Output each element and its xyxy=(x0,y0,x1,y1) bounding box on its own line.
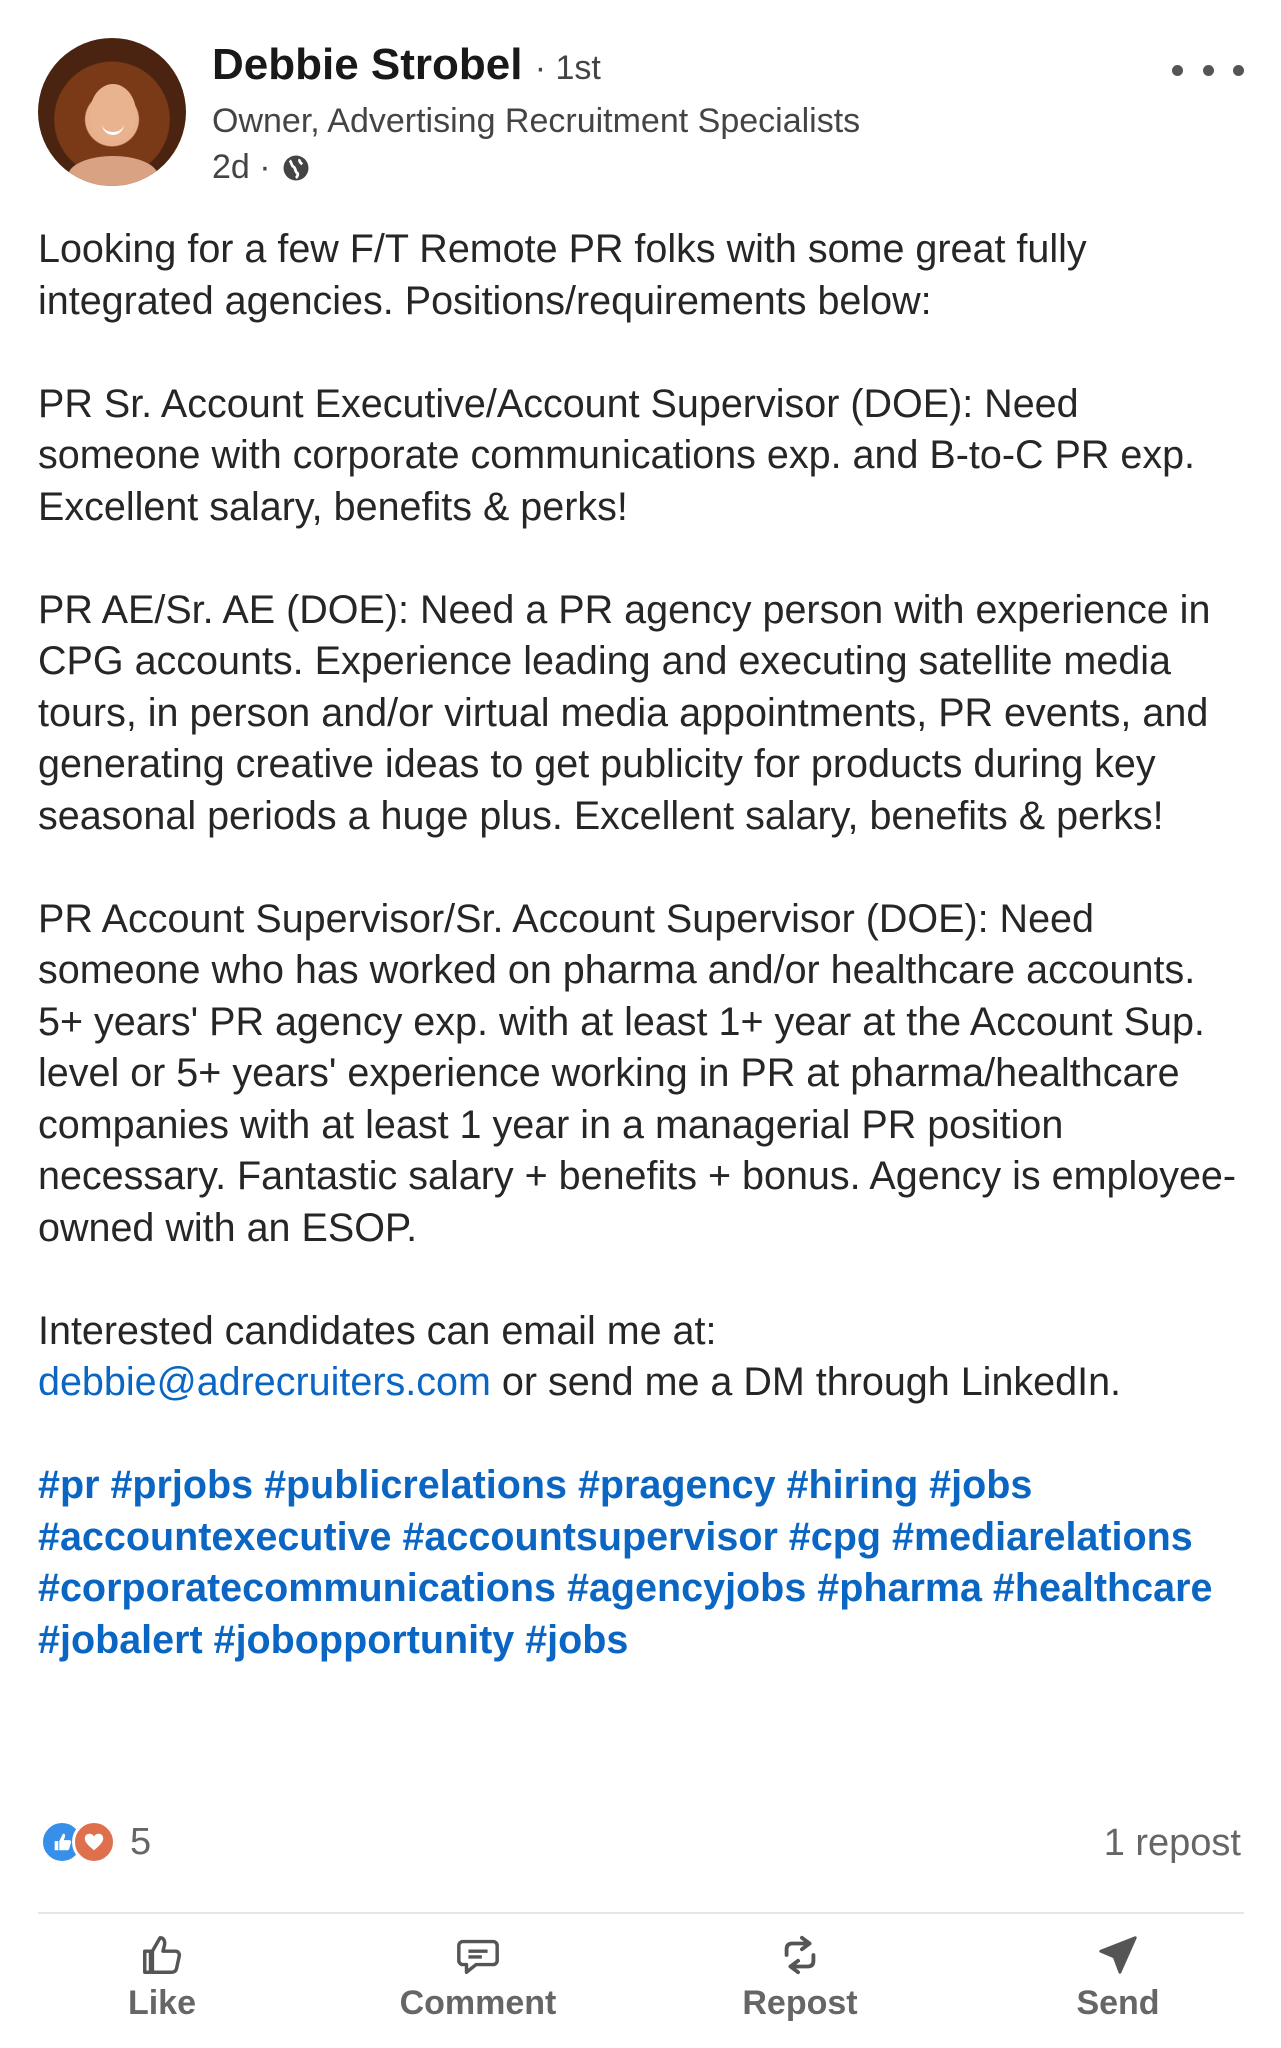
post-paragraph-position-2: PR AE/Sr. AE (DOE): Need a PR agency person with experience in CPG accounts. Experience leading and executing satellite media tours, in person and/or virtual media appointments, PR events, and generating creative ideas to get publicity for products during key seasonal periods a huge plus. Excellent salary, benefits & perks! xyxy=(38,587,1211,838)
author-avatar[interactable] xyxy=(38,38,186,186)
love-reaction-icon xyxy=(72,1820,116,1864)
send-icon xyxy=(1095,1932,1141,1978)
repost-label: Repost xyxy=(742,1984,858,2022)
reactions-summary[interactable] xyxy=(40,1820,151,1864)
thumbs-up-icon xyxy=(139,1932,185,1978)
avatar-shoulders xyxy=(68,156,158,186)
globe-icon xyxy=(281,153,311,183)
comment-button[interactable] xyxy=(378,1932,578,2023)
author-name[interactable]: Debbie Strobel xyxy=(212,40,523,89)
repost-count[interactable]: 1 repost xyxy=(1103,1822,1241,1864)
comment-icon xyxy=(455,1932,501,1978)
repost-button[interactable] xyxy=(700,1932,900,2023)
post-contact xyxy=(38,1306,1248,1409)
more-options-icon[interactable] xyxy=(1172,52,1244,88)
author-name-line[interactable] xyxy=(212,40,601,90)
author-headline: Owner, Advertising Recruitment Specialists xyxy=(212,102,861,140)
post-paragraph-position-1: PR Sr. Account Executive/Account Supervisor (DOE): Need someone with corporate communications exp. and B-to-C PR exp. Excellent salary, benefits & perks! xyxy=(38,381,1196,529)
like-label: Like xyxy=(127,1984,197,2022)
action-divider xyxy=(38,1912,1244,1914)
post-meta xyxy=(212,148,311,187)
comment-label: Comment xyxy=(399,1984,557,2022)
contact-prefix: Interested candidates can email me at: xyxy=(38,1308,717,1353)
connection-degree: · 1st xyxy=(534,49,601,87)
contact-suffix: or send me a DM through LinkedIn. xyxy=(501,1360,1122,1404)
email-link[interactable]: debbie@adrecruiters.com xyxy=(38,1360,491,1404)
send-label: Send xyxy=(1076,1984,1160,2022)
like-button[interactable] xyxy=(62,1932,262,2023)
post-body xyxy=(38,224,1248,1666)
send-button[interactable] xyxy=(1018,1932,1218,2023)
post-paragraph-intro: Looking for a few F/T Remote PR folks with some great fully integrated agencies. Positions/requirements below: xyxy=(38,227,1087,323)
reaction-count: 5 xyxy=(130,1820,152,1863)
post-hashtags[interactable]: #pr #prjobs #publicrelations #pragency #hiring #jobs #accountexecutive #accountsupervisor #cpg #mediarelations #corporatecommunications #agencyjobs #pharma #healthcare #jobalert #jobopportunity #jobs xyxy=(38,1463,1213,1662)
repost-icon xyxy=(777,1932,823,1978)
post-paragraph-position-3: PR Account Supervisor/Sr. Account Supervisor (DOE): Need someone who has worked on pharma and/or healthcare accounts. 5+ years' PR agency exp. with at least 1+ year at the Account Sup. level or 5+ years' experience working in PR at pharma/healthcare companies with at least 1 year in a managerial PR position necessary. Fantastic salary + benefits + bonus. Agency is employee-owned with an ESOP. xyxy=(38,896,1237,1250)
post-time: 2d · xyxy=(212,148,271,186)
